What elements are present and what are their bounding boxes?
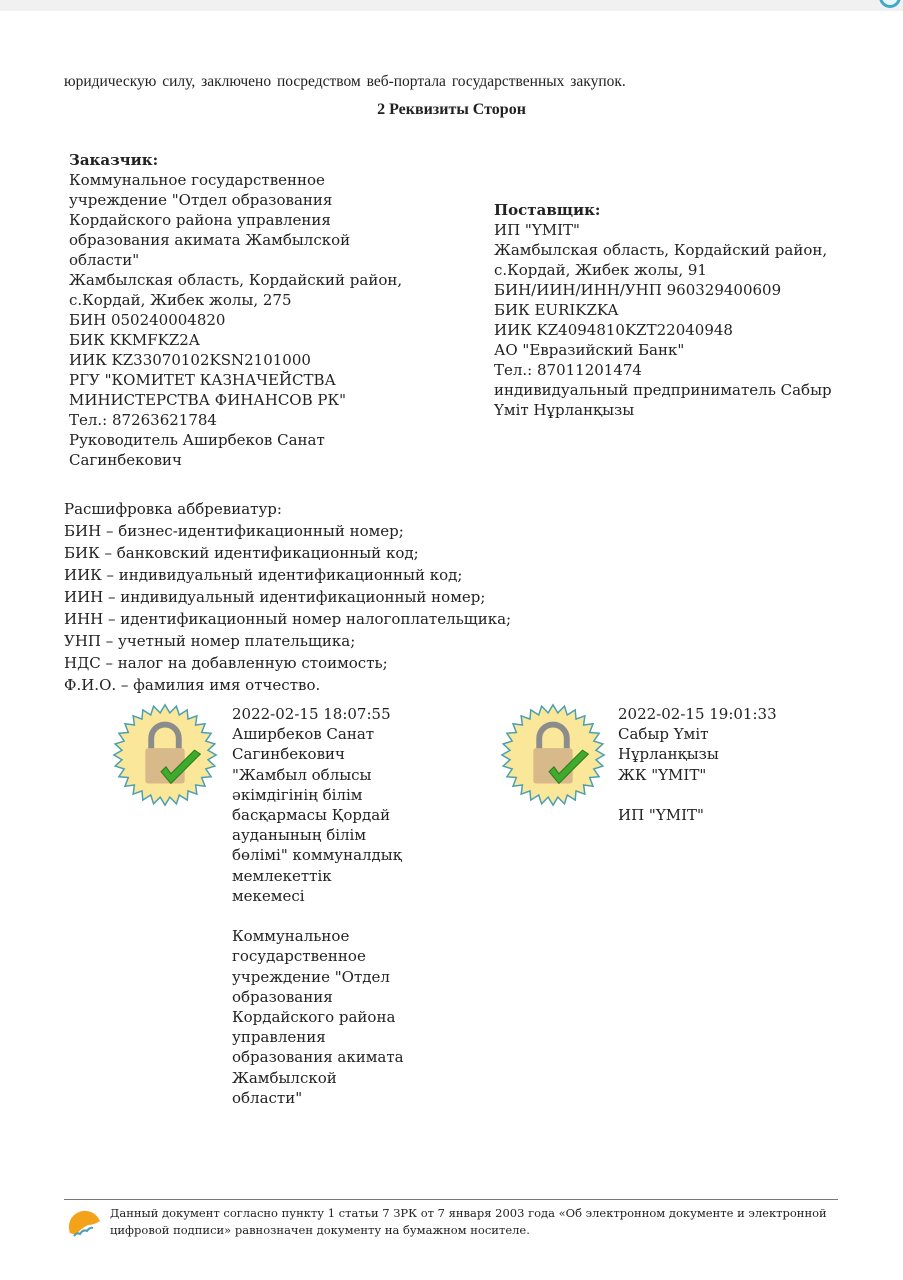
footer-divider [64, 1199, 838, 1200]
intro-paragraph: юридическую силу, заключено посредством веб-портала государственных закупок. [64, 73, 626, 90]
footer-legal-note: Данный документ согласно пункту 1 статьи 7 ЗРК от 7 января 2003 года «Об электронном документе и электронной цифровой подписи» равнозначен документу на бумажном носителе. [110, 1206, 827, 1237]
abbreviations-block [64, 498, 511, 696]
egov-logo-icon [66, 1203, 106, 1239]
viewer-action-icon[interactable] [879, 0, 901, 8]
customer-label: Заказчик: [69, 151, 159, 169]
text-line: НДС – налог на добавленную стоимость; [64, 654, 388, 672]
abbreviations-title: Расшифровка аббревиатур: [64, 500, 282, 518]
text-line: ИИК – индивидуальный идентификационный код; [64, 566, 463, 584]
signature-timestamp: 2022-02-15 18:07:55 [232, 705, 391, 723]
text-line: Ф.И.О. – фамилия имя отчество. [64, 676, 321, 694]
supplier-label: Поставщик: [494, 201, 601, 219]
signature-signer: Аширбеков Санат Сагинбекович "Жамбыл облысы әкімдігінің білім басқармасы Қордай ауданының білім бөлімі" коммуналдық мемлекеттік мекемесі Коммунальное государственное учреждение "Отдел образования Кордайского района управления образования акимата Жамбылской области" [232, 725, 404, 1107]
text-line: БИК EURIKZKA [494, 301, 619, 319]
signature-timestamp: 2022-02-15 19:01:33 [618, 705, 777, 723]
customer-details [69, 170, 449, 470]
text-line: ИП "ҮМІТ" [494, 221, 580, 239]
text-line: БИК KKMFKZ2A [69, 331, 200, 349]
text-line: области" [69, 251, 140, 269]
viewer-top-bar [0, 0, 903, 11]
text-line: ИИК KZ33070102KSN2101000 [69, 351, 311, 369]
text-line: Сагинбекович [69, 451, 182, 469]
signature-info [232, 704, 462, 1108]
abbreviations-list [64, 520, 511, 696]
text-line: учреждение "Отдел образования [69, 191, 333, 209]
text-line: АО "Евразийский Банк" [494, 341, 685, 359]
text-line: БИН – бизнес-идентификационный номер; [64, 522, 404, 540]
text-line: БИН/ИИН/ИНН/УНП 960329400609 [494, 281, 782, 299]
text-line: БИН 050240004820 [69, 311, 226, 329]
text-line: Жамбылская область, Кордайский район, [494, 241, 828, 259]
text-line: с.Кордай, Жибек жолы, 91 [494, 261, 707, 279]
signature-seal-icon [106, 700, 224, 810]
text-line: ИИК KZ4094810KZT22040948 [494, 321, 733, 339]
text-line: образования акимата Жамбылской [69, 231, 351, 249]
customer-block [69, 150, 449, 470]
text-line: Тел.: 87263621784 [69, 411, 217, 429]
section-title: 2 Реквизиты Сторон [377, 101, 526, 118]
text-line: с.Кордай, Жибек жолы, 275 [69, 291, 292, 309]
text-line: ИНН – идентификационный номер налогоплательщика; [64, 610, 512, 628]
text-line: БИК – банковский идентификационный код; [64, 544, 419, 562]
text-line: Коммунальное государственное [69, 171, 325, 189]
text-line: РГУ "КОМИТЕТ КАЗНАЧЕЙСТВА [69, 371, 336, 389]
signature-seal-icon [494, 700, 612, 810]
signature-signer: Сабыр Үміт Нұрланқызы ЖК "ҮМІТ" ИП "ҮМІТ" [618, 725, 719, 825]
text-line: МИНИСТЕРСТВА ФИНАНСОВ РК" [69, 391, 346, 409]
text-line: индивидуальный предприниматель Сабыр [494, 381, 832, 399]
supplier-block [494, 200, 894, 420]
text-line: УНП – учетный номер плательщика; [64, 632, 356, 650]
text-line: Жамбылская область, Кордайский район, [69, 271, 403, 289]
supplier-details [494, 220, 894, 420]
text-line: Кордайского района управления [69, 211, 331, 229]
text-line: Руководитель Аширбеков Санат [69, 431, 325, 449]
text-line: Тел.: 87011201474 [494, 361, 642, 379]
signature-info [618, 704, 848, 825]
text-line: Үміт Нұрланқызы [494, 401, 635, 419]
text-line: ИИН – индивидуальный идентификационный номер; [64, 588, 486, 606]
